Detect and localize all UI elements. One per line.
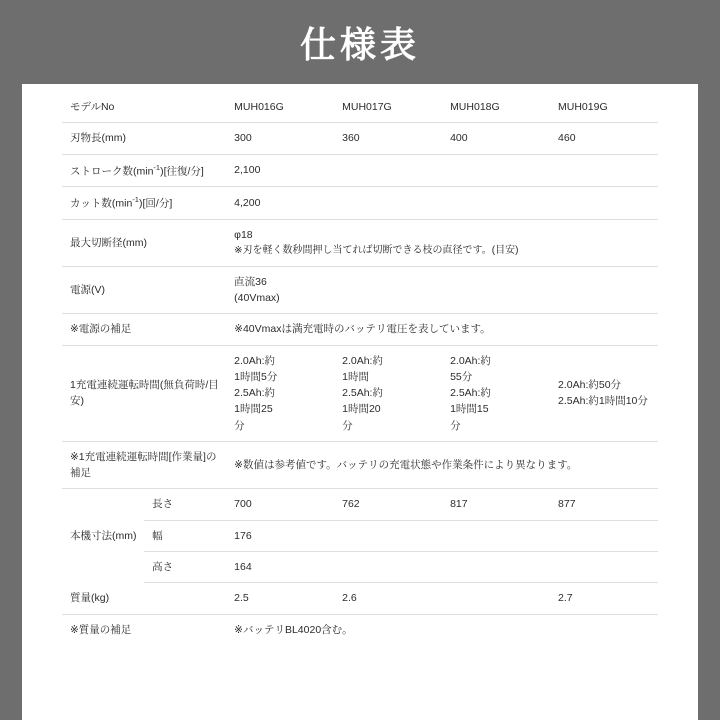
runtime-3-line1: 2.0Ah:約: [450, 354, 491, 367]
row-label-weight-note: ※質量の補足: [70, 623, 132, 636]
model-value-1: MUH016G: [226, 92, 334, 123]
runtime-2-line3: 2.5Ah:約: [342, 387, 383, 400]
row-label-runtime: 1充電連続運転時間(無負荷時/目安): [62, 345, 226, 441]
runtime-3-line5: 分: [450, 419, 461, 432]
dimensions-length-2: 762: [334, 489, 442, 520]
runtime-1-line1: 2.0Ah:約: [234, 354, 276, 367]
runtime-1-line3: 2.5Ah:約: [234, 387, 276, 400]
table-row-power-note: [62, 314, 658, 345]
model-value-4: MUH019G: [550, 92, 658, 123]
runtime-value-2: [334, 345, 442, 441]
row-label-stroke-rate: [62, 154, 226, 187]
max-cut-diameter-line2: ※刃を軽く数秒間押し当てれば切断できる枝の直径です。(目安): [234, 245, 519, 257]
table-row-dimensions-width: [62, 520, 658, 551]
runtime-value-4: [550, 345, 658, 441]
runtime-2-line1: 2.0Ah:約: [342, 354, 383, 367]
table-row-dimensions-length: [62, 489, 658, 520]
table-row-stroke-rate: [62, 154, 658, 187]
max-cut-diameter-line1: φ18: [234, 229, 253, 242]
table-row-power-source: [62, 266, 658, 314]
dimensions-width-value: 176: [226, 520, 658, 551]
runtime-value-1: [226, 345, 334, 441]
max-cut-diameter-value: [226, 220, 658, 267]
blade-length-value-4: 460: [550, 123, 658, 154]
power-note-value: ※40Vmaxは満充電時のバッテリ電圧を表しています。: [226, 314, 658, 345]
weight-value-1: 2.5: [226, 583, 334, 614]
table-row-runtime: [62, 345, 658, 441]
title-band: [0, 0, 720, 84]
runtime-1-line4: 1時間25: [234, 403, 273, 416]
dimensions-sub-width: 幅: [144, 520, 226, 551]
dimensions-length-4: 877: [550, 489, 658, 520]
table-row-max-cut-diameter: [62, 220, 658, 267]
table-row-cut-rate: [62, 187, 658, 220]
cut-label-sup: -1: [132, 195, 139, 205]
runtime-2-line4: 1時間20: [342, 403, 381, 416]
weight-value-3: [442, 583, 550, 614]
dimensions-length-3: 817: [442, 489, 550, 520]
blade-length-value-2: 360: [334, 123, 442, 154]
cut-rate-value: 4,200: [226, 187, 658, 220]
table-row-model: [62, 92, 658, 123]
row-label-power-source: 電源(V): [62, 266, 226, 314]
model-value-3: MUH018G: [442, 92, 550, 123]
specification-table: [62, 92, 658, 645]
cut-label-post: )[回/分]: [138, 197, 173, 210]
spec-sheet-body: [22, 84, 698, 720]
runtime-2-line5: 分: [342, 419, 353, 432]
runtime-3-line3: 2.5Ah:約: [450, 387, 491, 400]
row-label-power-note: ※電源の補足: [62, 314, 226, 345]
stroke-label-sup: -1: [153, 162, 161, 172]
runtime-4-line1: 2.0Ah:約50分: [558, 379, 622, 392]
table-row-blade-length: [62, 123, 658, 154]
dimensions-sub-height: 高さ: [144, 552, 226, 583]
runtime-1-line5: 分: [234, 419, 245, 432]
stroke-label-pre: ストローク数(min: [70, 165, 154, 178]
runtime-2-line2: 1時間: [342, 370, 369, 383]
row-label-max-cut-diameter: 最大切断径(mm): [62, 220, 226, 267]
weight-value-2: 2.6: [334, 583, 442, 614]
row-label-weight: 質量(kg): [62, 583, 226, 614]
runtime-note-value: ※数値は参考値です。バッテリの充電状態や作業条件により異なります。: [226, 441, 658, 489]
row-label-model: モデルNo: [62, 92, 226, 123]
runtime-value-3: [442, 345, 550, 441]
power-source-line1: 直流36: [234, 275, 267, 288]
row-label-blade-length: 刃物長(mm): [62, 123, 226, 154]
runtime-3-line2: 55分: [450, 370, 473, 383]
weight-note-value: ※バッテリBL4020含む。: [234, 623, 353, 636]
dimensions-sub-length: 長さ: [144, 489, 226, 520]
runtime-3-line4: 1時間15: [450, 403, 489, 416]
power-source-value: [226, 266, 658, 314]
page-title: 仕様表: [299, 23, 420, 65]
power-source-line2: (40Vmax): [234, 292, 280, 305]
table-row-weight: [62, 583, 658, 614]
stroke-label-post: )[往復/分]: [160, 165, 204, 178]
table-row-runtime-note: [62, 441, 658, 489]
model-value-2: MUH017G: [334, 92, 442, 123]
stroke-rate-value: 2,100: [226, 154, 658, 187]
runtime-1-line2: 1時間5分: [234, 370, 278, 383]
runtime-4-line2: 2.5Ah:約1時間10分: [558, 395, 648, 408]
table-row-dimensions-height: [62, 552, 658, 583]
blade-length-value-3: 400: [442, 123, 550, 154]
row-label-dimensions: 本機寸法(mm): [70, 529, 137, 542]
table-row-weight-note: [62, 614, 658, 645]
row-label-cut-rate: [62, 187, 226, 220]
weight-value-4: 2.7: [550, 583, 658, 614]
dimensions-length-1: 700: [226, 489, 334, 520]
dimensions-height-value: 164: [226, 552, 658, 583]
cut-label-pre: カット数(min: [70, 197, 133, 210]
row-label-runtime-note: ※1充電連続運転時間[作業量]の補足: [62, 441, 226, 489]
blade-length-value-1: 300: [226, 123, 334, 154]
